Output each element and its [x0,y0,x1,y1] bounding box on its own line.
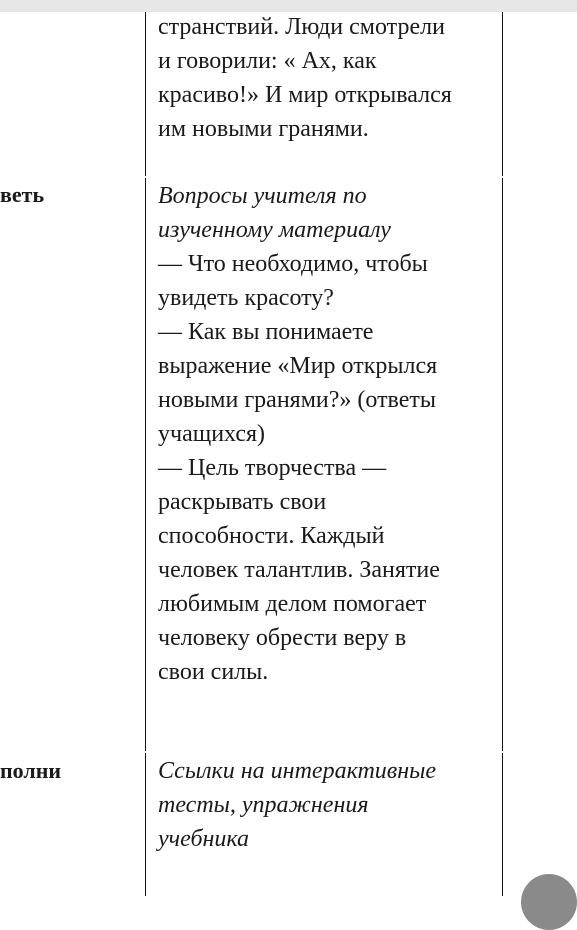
row1-line: странствий. Люди смотрели [158,14,445,40]
row2-line: свои силы. [158,659,269,685]
row2-line: выражение «Мир открылся [158,353,438,379]
row2-line: — Цель творчества — [158,455,387,481]
row2-line: человек талантлив. Занятие [158,557,440,583]
row2-content-cell [158,179,498,689]
row1-content-cell [158,10,498,146]
row3-content-cell [158,754,498,856]
table-border-right [502,12,503,896]
row2-heading-line: Вопросы учителя по [158,183,367,209]
row3-heading-line: тесты, упражнения [158,792,369,818]
row1-line: и говорили: « Ах, как [158,48,377,74]
row3-heading-line: учебника [158,826,250,852]
row-gap-2 [0,751,577,753]
row3-heading-line: Ссылки на интерактивные [158,758,437,784]
row2-line: новыми гранями?» (ответы [158,387,437,413]
row2-line: — Что необходимо, чтобы [158,251,428,277]
table-border-left [145,12,146,896]
row2-line: любимым делом помогает [158,591,427,617]
row2-label: веть [0,182,45,207]
row1-line: красиво!» И мир открывался [158,82,452,108]
row-gap-1 [0,176,577,178]
row1-line: им новыми гранями. [158,116,369,142]
row2-line: раскрывать свои [158,489,327,515]
scroll-to-top-button[interactable] [521,874,577,930]
row3-label: полни [0,758,62,783]
row2-line: увидеть красоту? [158,285,334,311]
row2-line: учащихся) [158,421,266,447]
row2-line: способности. Каждый [158,523,385,549]
row2-line: человеку обрести веру в [158,625,407,651]
row2-heading-line: изученному материалу [158,217,391,243]
row2-line: — Как вы понимаете [158,319,374,345]
